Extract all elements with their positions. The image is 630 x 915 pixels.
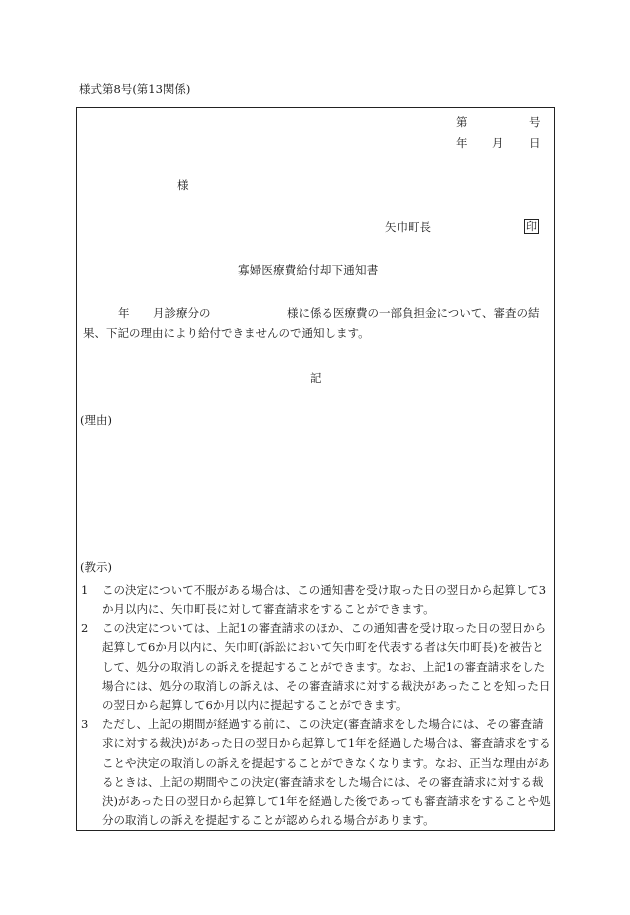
body-month: 月診療分の [153, 306, 211, 320]
notice-item-3 [81, 715, 553, 831]
ki-heading: 記 [310, 371, 322, 385]
body-year: 年 [118, 306, 130, 320]
document-title: 寡婦医療費給付却下通知書 [238, 263, 379, 277]
number-suffix: 号 [529, 115, 541, 129]
notice-text: ただし、上記の期間が経過する前に、この決定(審査請求をした場合には、その審査請求に対する裁決)があった日の翌日から起算して1年を経過した場合は、審査請求をすることや決定の取消しの訴えを提起することができなくなります。なお、正当な理由があるときは、上記の期間やこの決定(審査請求をした場合には、その審査請求に対する裁決)があった日の翌日から起算して1年を経過した後であっても審査請求をすることや処分の取消しの訴えを提起することが認められる場合があります。 [102, 717, 551, 828]
body-line2: 果、下記の理由により給付できませんので通知します。 [83, 326, 370, 340]
notice-item-2 [81, 619, 553, 715]
form-number-label: 様式第8号(第13関係) [79, 82, 191, 96]
notice-number: 1 [81, 583, 89, 597]
date-year: 年 [456, 136, 468, 150]
issuer-name: 矢巾町長 [385, 220, 431, 234]
notice-text: この決定については、上記1の審査請求のほか、この通知書を受け取った日の翌日から起算して6か月以内に、矢巾町(訴訟において矢巾町を代表する者は矢巾町長)を被告として、処分の取消しの訴えを提起することができます。なお、上記1の審査請求をした場合には、処分の取消しの訴えは、その審査請求に対する裁決があったことを知った日の翌日から起算して6か月以内に提起することができます。 [102, 621, 551, 713]
notice-number: 2 [81, 621, 89, 635]
date-month: 月 [492, 136, 504, 150]
number-prefix: 第 [456, 115, 468, 129]
notice-label: (教示) [80, 560, 112, 574]
addressee-suffix: 様 [177, 178, 189, 192]
date-day: 日 [529, 136, 541, 150]
seal-mark: 印 [526, 220, 537, 233]
reason-label: (理由) [80, 413, 112, 427]
body-line1: 様に係る医療費の一部負担金について、審査の結 [287, 306, 540, 320]
notice-text: この決定について不服がある場合は、この通知書を受け取った日の翌日から起算して3か月以内に、矢巾町長に対して審査請求をすることができます。 [102, 583, 547, 617]
notice-number: 3 [81, 717, 89, 731]
notice-item-1 [81, 581, 553, 620]
